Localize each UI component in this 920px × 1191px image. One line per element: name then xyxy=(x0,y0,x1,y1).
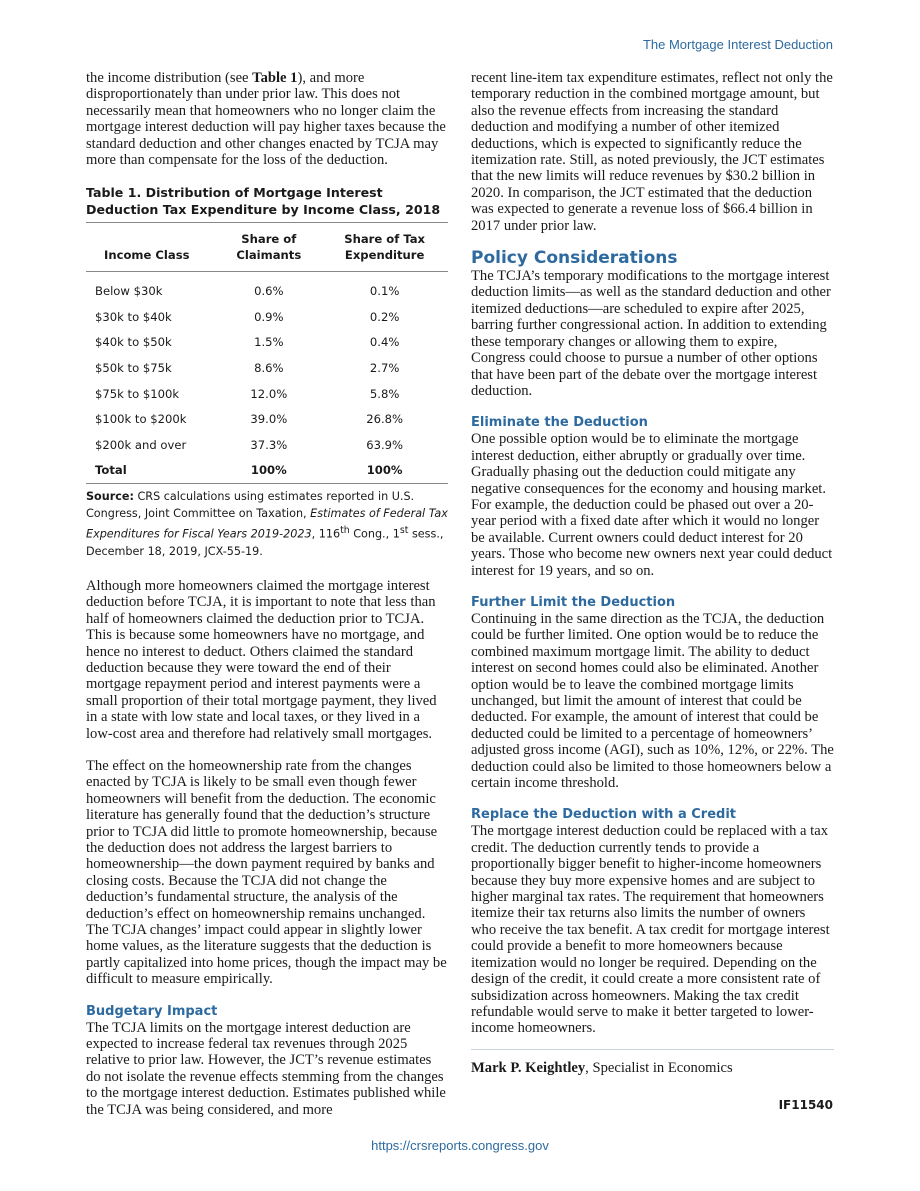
homeowners-paragraph: Although more homeowners claimed the mortgage interest deduction before TCJA, it is important to note that less than half of homeowners claimed the deduction prior to TCJA. This is because some homeowners have no mortgage, and hence no interest to deduct. Others claimed the standard deduction because they were toward the end of their mortgage repayment period and interest payments were a small proportion of their total mortgage payment, they lived in a state with low state and local taxes, or they lived in a low-cost area and therefore had relatively small mortgages. xyxy=(86,577,437,742)
source-text: Cong., 1 xyxy=(349,527,400,541)
cell-income-class: $30k to $40k xyxy=(95,309,172,324)
limit-heading: Further Limit the Deduction xyxy=(471,594,676,610)
source-text: sess., December 18, 2019, JCX-55-19. xyxy=(86,527,444,558)
table-caption: Table 1. Distribution of Mortgage Interest Deduction Tax Expenditure by Income Class, 2018 xyxy=(86,185,441,218)
table-1-reference: Table 1 xyxy=(252,70,298,86)
intro-paragraph xyxy=(86,70,448,168)
cell-income-class: $200k and over xyxy=(95,437,187,452)
right-column xyxy=(471,70,834,1076)
eliminate-paragraph: One possible option would be to eliminate the mortgage interest deduction, either abruptly or gradually over time. Gradually phasing out the deduction could mitigate any negative consequences for the economy and housing market. For example, the deduction could be phased out over a 20-year period with a fixed date after which it would no longer be available. Current owners could deduct interest for 20 years. Those who become new owners next year could deduct interest for 19 years, and so on. xyxy=(471,431,833,579)
cell-income-class: $50k to $75k xyxy=(95,361,172,376)
intro-text-b: ), and more disproportionately than under prior law. This does not necessarily mean that homeowners who no longer claim the mortgage interest deduction will pay higher taxes because the standard deduction and other changes enacted by TCJA may more than compensate for the loss of the deduction. xyxy=(86,70,446,169)
left-column xyxy=(86,70,448,1118)
replace-heading: Replace the Deduction with a Credit xyxy=(471,807,736,823)
homeownership-rate-paragraph: The effect on the homeownership rate from the changes enacted by TCJA is likely to be small even though fewer homeowners will benefit from the deduction. The economic literature has generally found that the deduction’s structure prior to TCJA did little to promote homeownership, because the deduction does not address the largest barriers to homeownership—the down payment required by banks and closing costs. Because the TCJA did not change the deduction’s fundamental structure, the analysis of the deduction’s effect on homeownership remains unchanged. The TCJA changes’ impact could appear in slightly lower home values, as the literature suggests that the deduction is partly capitalized into home prices, though the impact may be difficult to measure empirically. xyxy=(86,757,447,988)
cell-expenditure: 2.7% xyxy=(369,361,400,376)
source-sup: st xyxy=(399,525,409,537)
policy-paragraph: The TCJA’s temporary modifications to the mortgage interest deduction limits—as well as the standard deduction and other itemized deductions—are scheduled to expire after 2025, barring further congressional action. In addition to extending these temporary changes or allowing them to expire, Congress could choose to pursue a number of other options that have been part of the debate over the mortgage interest deduction. xyxy=(471,268,831,399)
cell-expenditure: 0.2% xyxy=(369,309,400,324)
table-row xyxy=(86,406,448,432)
cell-claimants: 37.3% xyxy=(250,437,288,452)
cell-total-claimants: 100% xyxy=(216,458,321,484)
cell-expenditure: 0.1% xyxy=(369,284,400,299)
table-row xyxy=(86,278,448,304)
cell-total-label: Total xyxy=(86,458,216,484)
budgetary-impact-paragraph: The TCJA limits on the mortgage interest deduction are expected to increase federal tax revenues through 2025 relative to prior law. However, the JCT’s revenue estimates do not isolate the revenue effects stemming from the changes to the mortgage interest deduction. Estimates published while the TCJA was being considered, and more xyxy=(86,1019,446,1118)
policy-considerations-heading: Policy Considerations xyxy=(471,248,678,269)
cell-claimants: 0.9% xyxy=(254,309,284,324)
limit-paragraph: Continuing in the same direction as the TCJA, the deduction could be further limited. One option would be to reduce the combined maximum mortgage limit. The ability to deduct interest on second homes could also be eliminated. Another option would be to leave the combined mortgage limits unchanged, but limit the amount of interest that could be deducted. For example, the amount of interest that could be deducted could be limited to a percentage of homeowners’ adjusted gross income (AGI), such as 10%, 12%, or 22%. The deduction could also be limited to those homeowners below a certain income threshold. xyxy=(471,610,834,792)
running-header-title: The Mortgage Interest Deduction xyxy=(642,37,833,52)
header-share-expenditure: Share of Tax Expenditure xyxy=(344,232,426,263)
cell-claimants: 0.6% xyxy=(254,284,284,299)
author-title: , Specialist in Economics xyxy=(585,1059,733,1076)
eliminate-heading: Eliminate the Deduction xyxy=(471,415,648,431)
table-row xyxy=(86,304,448,330)
intro-text-a: the income distribution (see xyxy=(86,70,253,86)
cell-expenditure: 26.8% xyxy=(366,412,404,427)
cell-income-class: $75k to $100k xyxy=(95,386,180,401)
cell-expenditure: 0.4% xyxy=(369,335,400,350)
table-1 xyxy=(86,184,448,559)
author-line xyxy=(471,1060,834,1076)
source-title: Estimates of Federal Tax Expenditures for Fiscal Years 2019-2023 xyxy=(86,507,448,541)
table-header-row xyxy=(86,223,448,272)
cell-income-class: $100k to $200k xyxy=(95,412,187,427)
header-income-class: Income Class xyxy=(104,248,190,263)
cell-claimants: 12.0% xyxy=(250,386,288,401)
distribution-table xyxy=(86,222,448,484)
source-label: Source: xyxy=(86,490,134,504)
table-row xyxy=(86,432,448,458)
author-divider xyxy=(471,1049,834,1050)
cell-income-class: $40k to $50k xyxy=(95,335,172,350)
table-row xyxy=(86,381,448,407)
source-sup: th xyxy=(340,525,350,537)
report-id: IF11540 xyxy=(778,1098,833,1112)
header-share-claimants: Share of Claimants xyxy=(236,232,302,263)
cell-expenditure: 63.9% xyxy=(366,437,404,452)
cell-expenditure: 5.8% xyxy=(369,386,400,401)
cell-claimants: 1.5% xyxy=(254,335,284,350)
source-text: , 116 xyxy=(311,527,341,541)
table-total-row xyxy=(86,458,448,484)
revenue-paragraph: recent line-item tax expenditure estimates, reflect not only the temporary reduction in the combined mortgage amount, but also the revenue effects from increasing the standard deduction and modifying a number of other itemized deductions, which is expected to significantly reduce the itemization rate. Still, as noted previously, the JCT estimates that the new limits will reduce revenues by $30.2 billion in 2020. In comparison, the JCT estimated that the deduction was expected to generate a revenue loss of $66.4 billion in 2017 under prior law. xyxy=(471,70,833,234)
cell-claimants: 8.6% xyxy=(254,361,284,376)
replace-paragraph: The mortgage interest deduction could be replaced with a tax credit. The deduction currently tends to provide a proportionally bigger benefit to higher-income homeowners because they buy more expensive homes and are subject to higher marginal tax rates. The requirement that homeowners itemize their tax returns also limits the number of owners who receive the tax benefit. A tax credit for mortgage interest could provide a benefit to more homeowners because itemization would no longer be required. Depending on the design of the credit, it could create a more consistent rate of subsidization across homeowners. Making the tax credit refundable would serve to make it better targeted to lower-income homeowners. xyxy=(471,823,830,1037)
cell-claimants: 39.0% xyxy=(250,412,288,427)
cell-total-expenditure: 100% xyxy=(321,458,448,484)
table-row xyxy=(86,355,448,381)
cell-income-class: Below $30k xyxy=(95,284,163,299)
author-name: Mark P. Keightley xyxy=(471,1059,586,1076)
table-row xyxy=(86,330,448,356)
source-text: CRS calculations using estimates reported in U.S. Congress, Joint Committee on Taxation, xyxy=(86,490,415,521)
budgetary-impact-heading: Budgetary Impact xyxy=(86,1003,218,1019)
footer-url-link[interactable]: https://crsreports.congress.gov xyxy=(371,1138,549,1153)
table-source-note xyxy=(86,488,448,560)
